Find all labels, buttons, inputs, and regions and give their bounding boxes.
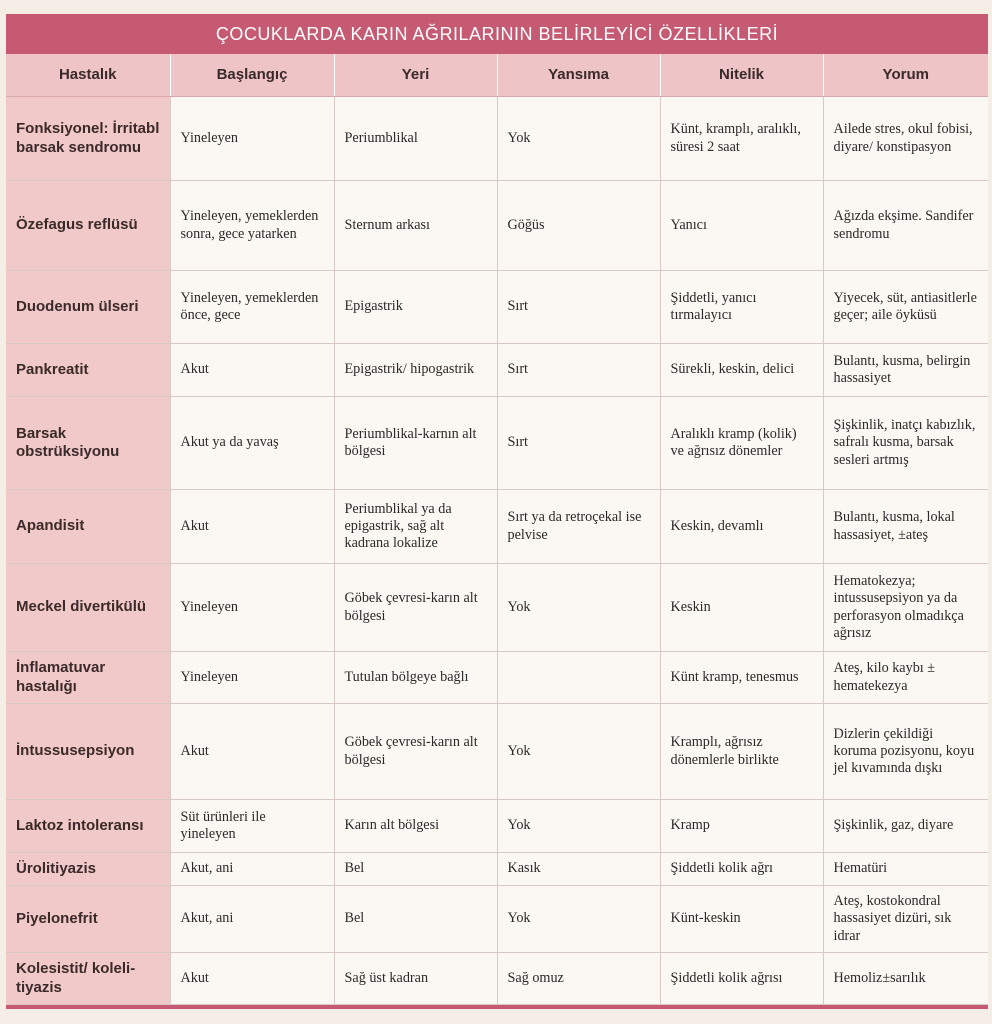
onset-cell: Akut [170,344,334,397]
location-cell: Göbek çevresi-karın alt bölgesi [334,704,497,800]
table-title: ÇOCUKLARDA KARIN AĞRILARININ BELİRLEYİCİ ÖZELLİKLERİ [6,14,988,54]
quality-cell: Şiddetli kolik ağrısı [660,953,823,1005]
disease-cell: Meckel divertikülü [6,564,170,652]
comment-cell: Yiyecek, süt, antiasitlerle geçer; aile öyküsü [823,271,988,344]
location-cell: Göbek çevresi-karın alt bölgesi [334,564,497,652]
disease-cell: Ürolitiyazis [6,853,170,886]
bottom-rule [6,1005,988,1009]
onset-cell: Akut [170,953,334,1005]
table-row [6,97,988,181]
location-cell: Periumblikal-karnın alt bölgesi [334,397,497,490]
comment-cell: Hematüri [823,853,988,886]
location-cell: Sağ üst kadran [334,953,497,1005]
onset-cell: Yineleyen [170,97,334,181]
radiation-cell: Yok [497,704,660,800]
quality-cell: Keskin, devamlı [660,490,823,564]
radiation-cell: Yok [497,886,660,953]
comment-cell: Ateş, kilo kaybı ± hematekezya [823,652,988,704]
location-cell: Periumblikal ya da epigastrik, sağ alt kadrana lokalize [334,490,497,564]
disease-cell: Pankreatit [6,344,170,397]
header-quality: Nitelik [660,54,823,97]
quality-cell: Yanıcı [660,181,823,271]
disease-cell: Barsak obstrüksiyonu [6,397,170,490]
radiation-cell: Sırt ya da retroçekal ise pelvise [497,490,660,564]
onset-cell: Akut [170,490,334,564]
onset-cell: Süt ürünleri ile yineleyen [170,800,334,853]
table-row [6,564,988,652]
header-comment: Yorum [823,54,988,97]
disease-cell: Laktoz intoleransı [6,800,170,853]
table-row [6,886,988,953]
comment-cell: Dizlerin çekildiği koruma pozisyonu, koyu jel kıvamında dışkı [823,704,988,800]
disease-cell: İntussusepsiyon [6,704,170,800]
disease-cell: İnflamatuvar hastalığı [6,652,170,704]
quality-cell: Künt-keskin [660,886,823,953]
table-row [6,800,988,853]
table-row [6,181,988,271]
location-cell: Bel [334,853,497,886]
comment-cell: Şişkinlik, gaz, diyare [823,800,988,853]
onset-cell: Akut ya da yavaş [170,397,334,490]
disease-cell: Kolesistit/ koleli-tiyazis [6,953,170,1005]
location-cell: Bel [334,886,497,953]
table-row [6,704,988,800]
comment-cell: Hematokezya; intussusepsiyon ya da perforasyon olmadıkça ağrısız [823,564,988,652]
comment-cell: Ağızda ekşime. Sandifer sendromu [823,181,988,271]
comment-cell: Ailede stres, okul fobisi, diyare/ konstipasyon [823,97,988,181]
disease-cell: Apandisit [6,490,170,564]
radiation-cell: Sağ omuz [497,953,660,1005]
radiation-cell [497,652,660,704]
onset-cell: Yineleyen, yemeklerden önce, gece [170,271,334,344]
disease-cell: Piyelonefrit [6,886,170,953]
radiation-cell: Yok [497,800,660,853]
location-cell: Epigastrik [334,271,497,344]
table-row [6,490,988,564]
radiation-cell: Yok [497,97,660,181]
radiation-cell: Sırt [497,397,660,490]
disease-cell: Fonksiyonel: İrritabl barsak sendromu [6,97,170,181]
comment-cell: Bulantı, kusma, belirgin hassasiyet [823,344,988,397]
table-row [6,652,988,704]
header-row [6,54,988,97]
quality-cell: Kramp [660,800,823,853]
disease-cell: Özefagus reflüsü [6,181,170,271]
onset-cell: Yineleyen [170,564,334,652]
radiation-cell: Yok [497,564,660,652]
table-row [6,953,988,1005]
radiation-cell: Sırt [497,344,660,397]
disease-cell: Duodenum ülseri [6,271,170,344]
radiation-cell: Göğüs [497,181,660,271]
header-location: Yeri [334,54,497,97]
quality-cell: Künt, kramplı, aralıklı, süresi 2 saat [660,97,823,181]
onset-cell: Akut [170,704,334,800]
onset-cell: Akut, ani [170,853,334,886]
quality-cell: Şiddetli, yanıcı tırmalayıcı [660,271,823,344]
onset-cell: Akut, ani [170,886,334,953]
radiation-cell: Kasık [497,853,660,886]
comment-cell: Bulantı, kusma, lokal hassasiyet, ±ateş [823,490,988,564]
radiation-cell: Sırt [497,271,660,344]
onset-cell: Yineleyen, yemeklerden sonra, gece yatarken [170,181,334,271]
quality-cell: Kramplı, ağrısız dönemlerle birlikte [660,704,823,800]
header-radiation: Yansıma [497,54,660,97]
comment-cell: Şişkinlik, inatçı kabızlık, safralı kusma, barsak sesleri artmış [823,397,988,490]
location-cell: Tutulan bölgeye bağlı [334,652,497,704]
comment-cell: Ateş, kostokondral hassasiyet dizüri, sık idrar [823,886,988,953]
location-cell: Periumblikal [334,97,497,181]
location-cell: Sternum arkası [334,181,497,271]
location-cell: Epigastrik/ hipogastrik [334,344,497,397]
header-disease: Hastalık [6,54,170,97]
onset-cell: Yineleyen [170,652,334,704]
quality-cell: Keskin [660,564,823,652]
location-cell: Karın alt bölgesi [334,800,497,853]
table-row [6,344,988,397]
quality-cell: Künt kramp, tenesmus [660,652,823,704]
quality-cell: Şiddetli kolik ağrı [660,853,823,886]
quality-cell: Aralıklı kramp (kolik) ve ağrısız dönemler [660,397,823,490]
table-row [6,271,988,344]
abdominal-pain-table [6,54,988,1005]
table-row [6,853,988,886]
comment-cell: Hemoliz±sarılık [823,953,988,1005]
table-row [6,397,988,490]
quality-cell: Sürekli, keskin, delici [660,344,823,397]
header-onset: Başlangıç [170,54,334,97]
